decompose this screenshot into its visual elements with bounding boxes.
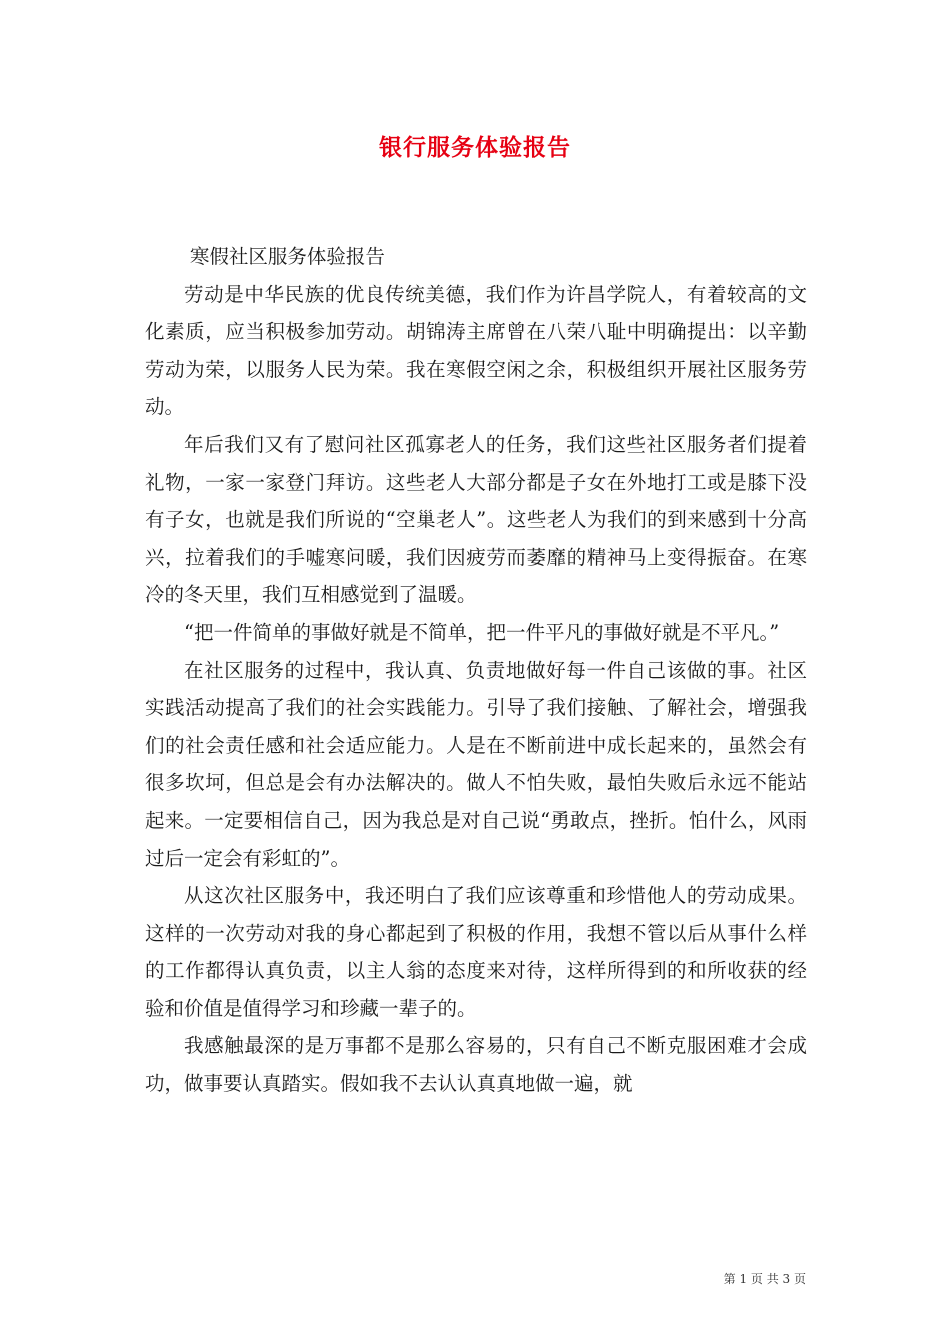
page-number: 第 1 页 共 3 页 bbox=[723, 1272, 806, 1286]
paragraph-1: 劳动是中华民族的优良传统美德，我们作为许昌学院人，有着较高的文化素质，应当积极参加劳动。胡锦涛主席曾在八荣八耻中明确提出：以辛勤劳动为荣，以服务人民为荣。我在寒假空闲之余，积极组织开展社区服务劳动。 bbox=[145, 282, 807, 419]
sub-heading: 寒假社区服务体验报告 bbox=[189, 245, 385, 268]
paragraph-2: 年后我们又有了慰问社区孤寡老人的任务，我们这些社区服务者们提着礼物，一家一家登门拜访。这些老人大部分都是子女在外地打工或是膝下没有子女，也就是我们所说的“空巢老人”。这些老人为我们的到来感到十分高兴，拉着我们的手嘘寒问暖，我们因疲劳而萎靡的精神马上变得振奋。在寒冷的冬天里，我们互相感觉到了温暖。 bbox=[145, 432, 807, 607]
document-body bbox=[145, 238, 807, 1103]
document-title: 银行服务体验报告 bbox=[379, 134, 571, 161]
paragraph-4: 在社区服务的过程中，我认真、负责地做好每一件自己该做的事。社区实践活动提高了我们的社会实践能力。引导了我们接触、了解社会，增强我们的社会责任感和社会适应能力。人是在不断前进中成长起来的，虽然会有很多坎坷，但总是会有办法解决的。做人不怕失败，最怕失败后永远不能站起来。一定要相信自己，因为我总是对自己说“勇敢点，挫折。怕什么，风雨过后一定会有彩虹的”。 bbox=[145, 658, 807, 870]
paragraph-6: 我感触最深的是万事都不是那么容易的，只有自己不断克服困难才会成功，做事要认真踏实。假如我不去认认真真地做一遍，就 bbox=[145, 1034, 807, 1096]
paragraph-3-quote: “把一件简单的事做好就是不简单，把一件平凡的事做好就是不平凡。” bbox=[184, 620, 780, 644]
paragraph-5: 从这次社区服务中，我还明白了我们应该尊重和珍惜他人的劳动成果。这样的一次劳动对我的身心都起到了积极的作用，我想不管以后从事什么样的工作都得认真负责，以主人翁的态度来对待，这样所得到的和所收获的经验和价值是值得学习和珍藏一辈子的。 bbox=[145, 884, 807, 1020]
